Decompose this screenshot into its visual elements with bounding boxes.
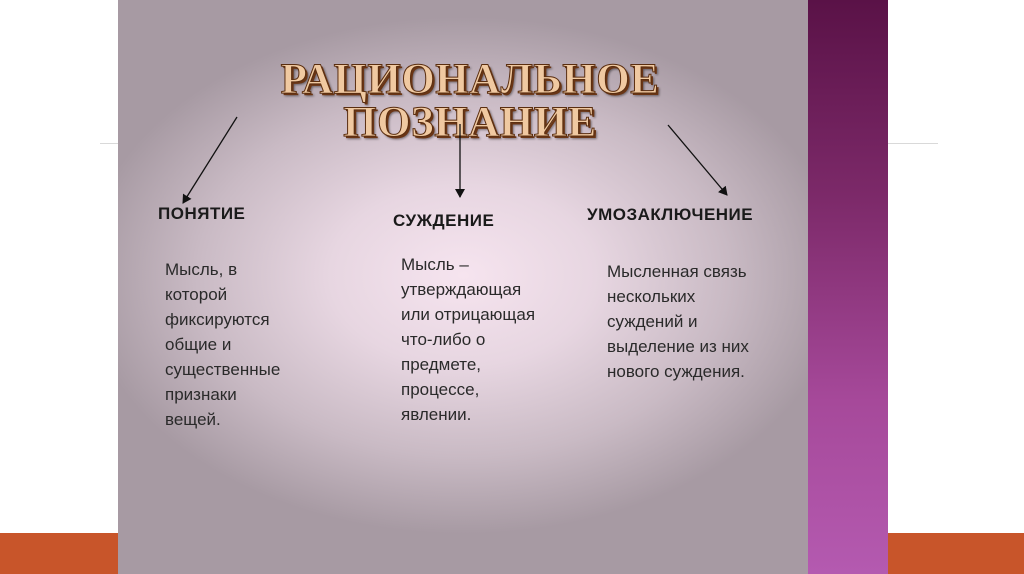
definition-line: предмете, bbox=[401, 355, 482, 374]
definition-line: процессе, bbox=[401, 380, 480, 399]
definition-line: выделение из них bbox=[607, 337, 749, 356]
definition-line: суждений и bbox=[607, 312, 698, 331]
definition-line: вещей. bbox=[165, 410, 221, 429]
definition-line: утверждающая bbox=[401, 280, 522, 299]
diagram-title: РАЦИОНАЛЬНОЕ ПОЗНАНИЕ bbox=[280, 56, 660, 146]
inference-heading: УМОЗАКЛЮЧЕНИЕ bbox=[587, 205, 754, 224]
definition-line: которой bbox=[165, 285, 228, 304]
definition-line: фиксируются bbox=[165, 310, 270, 329]
judgment-definition bbox=[401, 252, 535, 427]
definition-line: Мысль, в bbox=[165, 260, 238, 279]
definition-line: общие и bbox=[165, 335, 232, 354]
inference-definition bbox=[607, 259, 749, 384]
judgment-heading: СУЖДЕНИЕ bbox=[393, 211, 495, 230]
definition-line: или отрицающая bbox=[401, 305, 536, 324]
definition-line: Мысль – bbox=[401, 255, 469, 274]
definition-line: что-либо о bbox=[401, 330, 486, 349]
definition-line: нового суждения. bbox=[607, 362, 745, 381]
definition-line: нескольких bbox=[607, 287, 696, 306]
definition-line: явлении. bbox=[401, 405, 472, 424]
definition-line: Мысленная связь bbox=[607, 262, 747, 281]
divider-line-left bbox=[100, 143, 120, 144]
definition-line: существенные bbox=[165, 360, 281, 379]
concept-heading: ПОНЯТИЕ bbox=[158, 204, 246, 223]
side-accent-bar bbox=[808, 0, 888, 574]
footer-bar-right bbox=[888, 533, 1024, 574]
definition-line: признаки bbox=[165, 385, 237, 404]
footer-bar-left bbox=[0, 533, 120, 574]
concept-definition bbox=[165, 257, 280, 432]
divider-line-right bbox=[888, 143, 938, 144]
